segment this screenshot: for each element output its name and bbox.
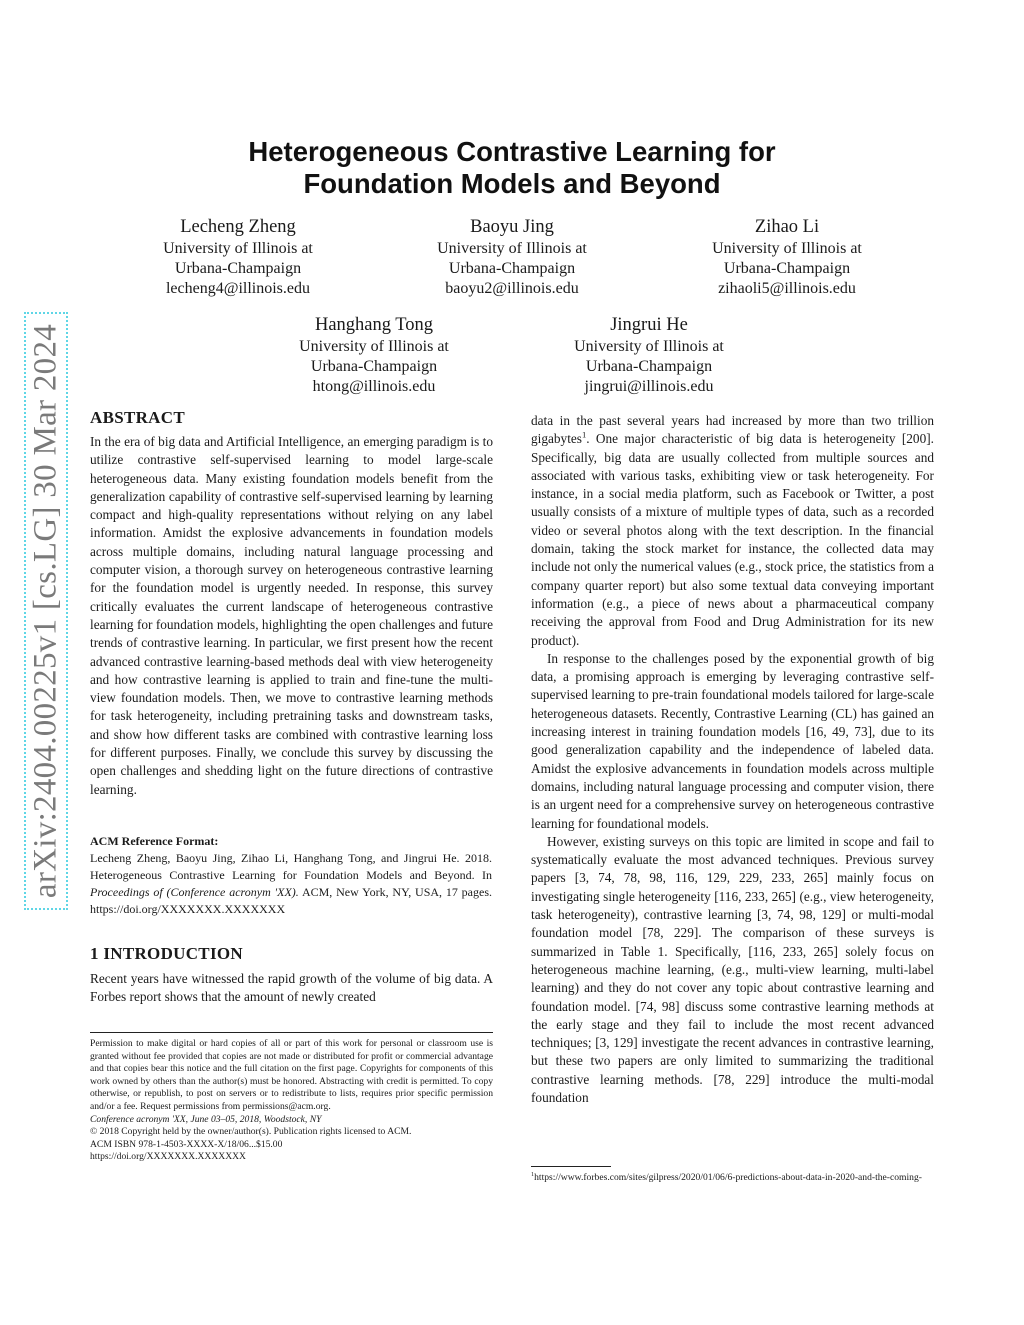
footnote-mark: 1 <box>531 1170 535 1178</box>
conference-info <box>90 1114 493 1127</box>
permission-rule <box>90 1032 493 1033</box>
acm-reference-tail: ACM, New York, NY, USA, 17 pages. https://doi.org/XXXXXXX.XXXXXXX <box>90 885 493 916</box>
acm-reference-text <box>90 850 492 918</box>
paper-title <box>150 136 874 200</box>
author-name: Lecheng Zheng <box>180 217 296 237</box>
introduction-left-text <box>90 970 493 1007</box>
acm-reference-body: Lecheng Zheng, Baoyu Jing, Zihao Li, Hanghang Tong, and Jingrui He. 2018. Heterogeneous Contrastive Learning for Foundation Models and Beyond. In <box>90 851 492 882</box>
isbn-line: ACM ISBN 978-1-4503-XXXX-X/18/06...$15.00 <box>90 1138 283 1150</box>
acm-reference-proceedings: Proceedings of (Conference acronym 'XX). <box>90 885 299 899</box>
title-line-2: Foundation Models and Beyond <box>303 168 721 199</box>
conference-line: Conference acronym 'XX, June 03–05, 2018, Woodstock, NY <box>90 1113 322 1125</box>
title-line-1: Heterogeneous Contrastive Learning for <box>248 136 776 167</box>
author-affiliation: Urbana-Champaign <box>310 358 438 375</box>
author-email: zihaoli5@illinois.edu <box>718 280 856 297</box>
author-affiliation: University of Illinois at <box>163 240 313 257</box>
introduction-heading: 1 INTRODUCTION <box>90 944 243 963</box>
author-name: Zihao Li <box>754 217 820 237</box>
author-block <box>534 314 764 397</box>
intro-paragraph: However, existing surveys on this topic are limited in scope and fail to systematically evaluate the most advanced techniques. Previous survey papers [3, 74, 78, 98, 116, 129, 229, 233, 265] mainly focus on investigating single heterogeneity [116, 233, 265] (e.g., view heterogeneity, task heterogeneity), contrastive learning [3, 74, 98, 129] or multi-modal foundation model [78, 229]. The comparison of these surveys is summarized in Table 1. Specifically, [116, 233, 265] solely focus on heterogeneous machine learning, (e.g., multi-view learning, multi-label learning) and they do not cover any topic about contrastive learning and foundation model. [74, 98] discuss some contrastive learning methods at the early stage and they fail to include the most recent advanced techniques; [3, 129] investigate the recent advances in contrastive learning, but these two papers are only limited to summarizing the traditional contrastive learning methods. [78, 229] introduce the multi-modal foundation <box>531 833 934 1105</box>
author-affiliation: Urbana-Champaign <box>174 260 302 277</box>
intro-paragraph <box>531 412 934 650</box>
author-affiliation: University of Illinois at <box>574 338 724 355</box>
permission-text: Permission to make digital or hard copies of all or part of this work for personal or classroom use is granted without fee provided that copies are not made or distributed for profit or commercial advantage and that copies bear this notice and the full citation on the first page. Copyrights for components of this work owned by others than the author(s) must be honored. Abstracting with credit is permitted. To copy otherwise, or republish, to post on servers or to redistribute to lists, requires prior specific permission and/or a fee. Request permissions from permissions@acm.org. <box>90 1038 493 1112</box>
author-block <box>123 216 353 299</box>
intro-text: . One major characteristic of big data is heterogeneity [200]. Specifically, big data are usually collected from multiple sources and associated with various tasks, exhibiting view or task heterogeneity. For instance, in a social media platform, such as Facebook or Twitter, a post usually consists of a mixture of multiple types of data, such as a recorded video or several photos along with the text description. In the financial domain, taking the stock market for instance, the collected data may include not only the numerical values (e.g., stock price, the statistics from a company quarter report) but also some textual data conveying important information (e.g., a piece of news about a pharmaceutical company receiving the approval from Food and Drug Administration for its new product). <box>531 431 934 648</box>
doi-line: https://doi.org/XXXXXXX.XXXXXXX <box>90 1151 246 1163</box>
author-affiliation: Urbana-Champaign <box>448 260 576 277</box>
author-block <box>672 216 902 299</box>
permission-block <box>90 1038 493 1164</box>
author-affiliation: Urbana-Champaign <box>723 260 851 277</box>
author-affiliation: University of Illinois at <box>437 240 587 257</box>
arxiv-watermark <box>24 312 68 910</box>
footnote <box>531 1172 922 1183</box>
author-email: baoyu2@illinois.edu <box>445 280 579 297</box>
author-affiliation: Urbana-Champaign <box>585 358 713 375</box>
abstract-heading: ABSTRACT <box>90 408 185 427</box>
intro-text: data in the past several years had increased by more than two trillion gigabytes <box>531 413 934 447</box>
author-affiliation: University of Illinois at <box>712 240 862 257</box>
author-block <box>259 314 489 397</box>
author-email: htong@illinois.edu <box>312 378 436 395</box>
author-email: lecheng4@illinois.edu <box>165 280 311 297</box>
footnote-rule <box>531 1166 611 1167</box>
acm-reference-heading: ACM Reference Format: <box>90 834 219 848</box>
footnote-ref: 1 <box>581 429 587 440</box>
author-name: Hanghang Tong <box>314 315 434 335</box>
author-name: Jingrui He <box>610 315 688 335</box>
footnote-url: https://www.forbes.com/sites/gilpress/2020/01/06/6-predictions-about-data-in-2020-and-the-coming- <box>534 1172 922 1183</box>
abstract-paragraph: In the era of big data and Artificial Intelligence, an emerging paradigm is to utilize contrastive self-supervised learning to model large-scale heterogeneous data. Many existing foundation models benefit from the generalization capability of contrastive self-supervised learning by learning compact and high-quality representations without relying on any label information. Amidst the explosive advancements in foundation models across multiple domains, including natural language processing and computer vision, a thorough survey on heterogeneous contrastive learning for the foundation model is urgently needed. In response, this survey critically evaluates the current landscape of heterogeneous contrastive learning for foundation models, highlighting the open challenges and future trends of contrastive learning. In particular, we first present how the recent advanced contrastive learning-based methods deal with view heterogeneity and how contrastive learning is applied to train and fine-tune the multi-view foundation models. Then, we move to contrastive learning methods for task heterogeneity, including pretraining tasks and downstream tasks, and show how different tasks are combined with contrastive learning loss for different purposes. Finally, we conclude this survey by discussing the open challenges and shedding light on the future directions of contrastive learning. <box>90 434 493 797</box>
author-name: Baoyu Jing <box>470 217 554 237</box>
author-block <box>397 216 627 299</box>
abstract-text <box>90 433 493 799</box>
copyright-line: © 2018 Copyright held by the owner/author(s). Publication rights licensed to ACM. <box>90 1126 412 1138</box>
intro-paragraph: In response to the challenges posed by the exponential growth of big data, a promising approach is emerging by leveraging contrastive self-supervised learning to pre-train foundational models tailored for large-scale heterogeneous datasets. Recently, Contrastive Learning (CL) has gained an increasing interest in training foundation models [16, 49, 73], due to its good generalization capability and the independence of labeled data. Amidst the explosive advancements in foundation models across multiple domains, including natural language processing and computer vision, there is an urgent need for a comprehensive survey on heterogeneous contrastive learning for foundational models. <box>531 650 934 831</box>
arxiv-id: arXiv:2404.00225v1 [cs.LG] 30 Mar 2024 <box>27 323 64 899</box>
intro-paragraph: Recent years have witnessed the rapid growth of the volume of big data. A Forbes report shows that the amount of newly created <box>90 971 493 1005</box>
introduction-right-text <box>531 412 934 1107</box>
author-email: jingrui@illinois.edu <box>584 378 714 395</box>
author-affiliation: University of Illinois at <box>299 338 449 355</box>
